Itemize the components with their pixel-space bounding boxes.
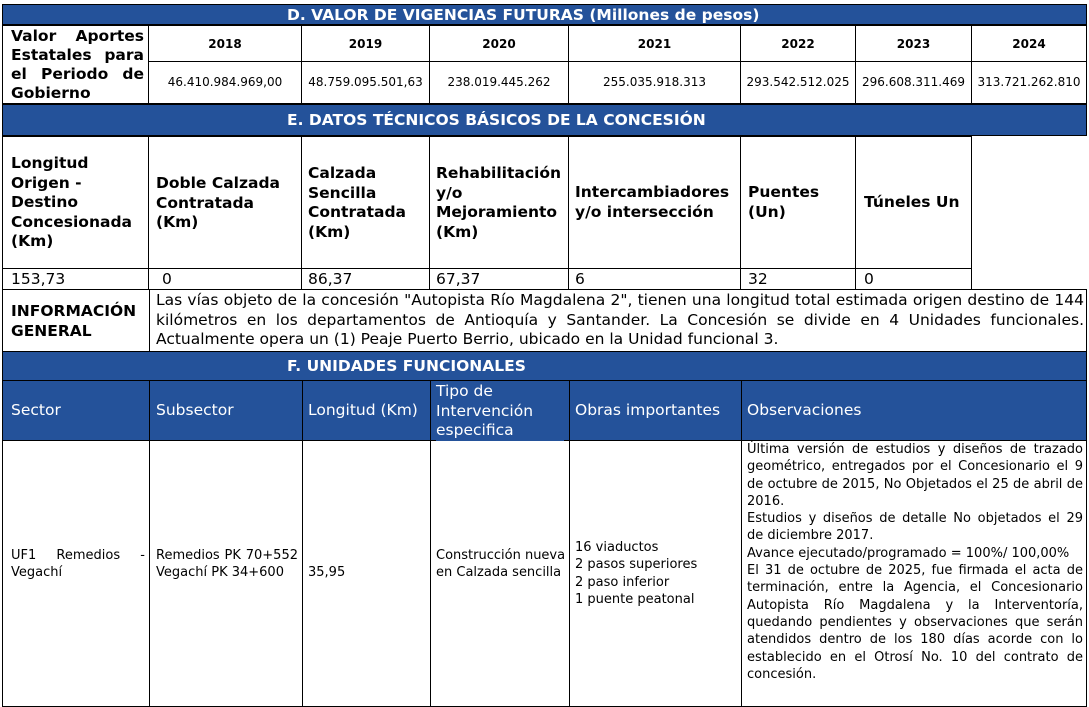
year-value: 238.019.445.262 bbox=[447, 75, 551, 89]
observacion: Estudios y diseños de detalle No objetados el 29 de diciembre 2017. bbox=[747, 511, 1083, 544]
uf1-subsector: Remedios PK 70+552 Vegachí PK 34+600 bbox=[156, 548, 298, 581]
divider bbox=[302, 381, 303, 441]
uf1-sector: UF1 Remedios - Vegachí bbox=[11, 548, 145, 581]
divider bbox=[430, 381, 431, 441]
year-value: 293.542.512.025 bbox=[746, 75, 850, 89]
year-header: 2023 bbox=[896, 37, 931, 51]
e-header-cell bbox=[148, 136, 301, 268]
year-header: 2019 bbox=[348, 37, 383, 51]
divider bbox=[741, 381, 742, 441]
e-header-cell bbox=[301, 136, 429, 268]
divider bbox=[741, 441, 742, 707]
e-value: 67,37 bbox=[436, 270, 481, 288]
row-label: Valor Aportes Estatales para el Periodo de Gobierno bbox=[11, 27, 144, 102]
list-item: 1 puente peatonal bbox=[575, 591, 695, 607]
uf1-longitud: 35,95 bbox=[308, 565, 346, 580]
e-value: 0 bbox=[864, 270, 874, 288]
e-header-puentes: Puentes (Un) bbox=[748, 183, 820, 221]
list-item: 16 viaductos bbox=[575, 540, 659, 555]
list-item: 2 paso inferior bbox=[575, 574, 670, 590]
section-e-header bbox=[2, 104, 1087, 136]
e-header-tuneles: Túneles Un bbox=[864, 193, 960, 211]
e-value: 153,73 bbox=[11, 270, 66, 288]
observacion: Última versión de estudios y diseños de trazado geométrico, entregados por el Concesionario el 9 de octubre de 2015, No Objetados el 25 de abril de 2016. bbox=[747, 442, 1083, 509]
observacion: Avance ejecutado/programado = 100%/ 100,00% bbox=[747, 545, 1070, 561]
section-e-table bbox=[2, 136, 1087, 289]
section-d-title: D. VALOR DE VIGENCIAS FUTURAS (Millones de pesos) bbox=[287, 5, 760, 24]
e-header-cell bbox=[429, 136, 568, 268]
year-value: 48.759.095.501,63 bbox=[308, 75, 423, 89]
section-e-title: E. DATOS TÉCNICOS BÁSICOS DE LA CONCESIÓN bbox=[287, 111, 706, 129]
uf1-obras-list bbox=[575, 539, 739, 608]
divider bbox=[302, 441, 303, 707]
e-header-cell bbox=[568, 136, 740, 268]
year-value: 296.608.311.469 bbox=[861, 75, 966, 89]
e-value: 0 bbox=[162, 270, 172, 288]
f-col-obras: Obras importantes bbox=[575, 401, 721, 419]
e-header-doble: Doble Calzada Contratada (Km) bbox=[156, 174, 281, 231]
year-header: 2021 bbox=[637, 37, 672, 51]
year-header: 2024 bbox=[1012, 37, 1046, 51]
f-col-sector: Sector bbox=[11, 401, 61, 419]
e-value: 86,37 bbox=[308, 270, 353, 288]
info-general-text: Las vías objeto de la concesión "Autopista Río Magdalena 2", tienen una longitud total estimada origen destino de 144 kilómetros en los departamentos de Antioquía y Santander. La Concesión se divide en 4 Unidades funcionales. Actualmente opera un (1) Peaje Puerto Berrio, ubicado en la Unidad funcional 3. bbox=[156, 291, 1084, 349]
observacion: El 31 de octubre de 2025, fue firmada el acta de terminación, entre la Agencia, el Concesionario Autopista Río Magdalena y la Interventoría, quedando pendientes y observaciones que serán atendidos dentro de los 180 días acorde con lo establecido en el Otrosí No. 10 del contrato de concesión. bbox=[747, 563, 1083, 682]
uf1-tipo: Construcción nueva en Calzada sencilla bbox=[436, 548, 566, 581]
year-header: 2018 bbox=[208, 37, 242, 51]
e-header-cell bbox=[2, 136, 148, 268]
row-label-cell bbox=[2, 25, 148, 104]
e-value: 6 bbox=[575, 270, 585, 288]
divider bbox=[430, 441, 431, 707]
f-col-longitud: Longitud (Km) bbox=[308, 401, 418, 419]
year-header: 2020 bbox=[482, 37, 516, 51]
divider bbox=[569, 441, 570, 707]
year-value: 255.035.918.313 bbox=[602, 75, 707, 89]
year-header: 2022 bbox=[781, 37, 815, 51]
section-f-title: F. UNIDADES FUNCIONALES bbox=[287, 357, 526, 375]
e-header-cell bbox=[740, 136, 855, 268]
e-value: 32 bbox=[748, 270, 768, 288]
uf1-observaciones bbox=[747, 441, 1083, 683]
f-col-tipo: Tipo de Intervención especifica bbox=[436, 382, 564, 441]
section-d-table bbox=[2, 25, 1087, 104]
year-value: 46.410.984.969,00 bbox=[167, 75, 283, 89]
section-d-header bbox=[2, 4, 1087, 25]
e-header-rehabilitacion: Rehabilitación y/o Mejoramiento (Km) bbox=[436, 164, 562, 241]
info-general-row bbox=[2, 289, 1087, 351]
section-f-header bbox=[2, 351, 1087, 381]
year-value: 313.721.262.810 bbox=[977, 75, 1081, 89]
f-col-subsector: Subsector bbox=[156, 401, 234, 419]
e-header-sencilla: Calzada Sencilla Contratada (Km) bbox=[308, 164, 406, 241]
divider bbox=[149, 290, 150, 352]
divider bbox=[569, 381, 570, 441]
f-header-row bbox=[2, 381, 1087, 441]
e-header-cell bbox=[855, 136, 972, 268]
f-col-observaciones: Observaciones bbox=[747, 401, 862, 419]
e-header-intercambiadores: Intercambiadores y/o intersección bbox=[575, 183, 730, 221]
list-item: 2 pasos superiores bbox=[575, 557, 698, 573]
e-header-longitud: Longitud Origen - Destino Concesionada (Km) bbox=[11, 154, 132, 250]
table-row bbox=[2, 441, 1087, 707]
divider bbox=[149, 381, 150, 441]
info-general-label: INFORMACIÓN GENERAL bbox=[11, 302, 137, 340]
divider bbox=[149, 441, 150, 707]
